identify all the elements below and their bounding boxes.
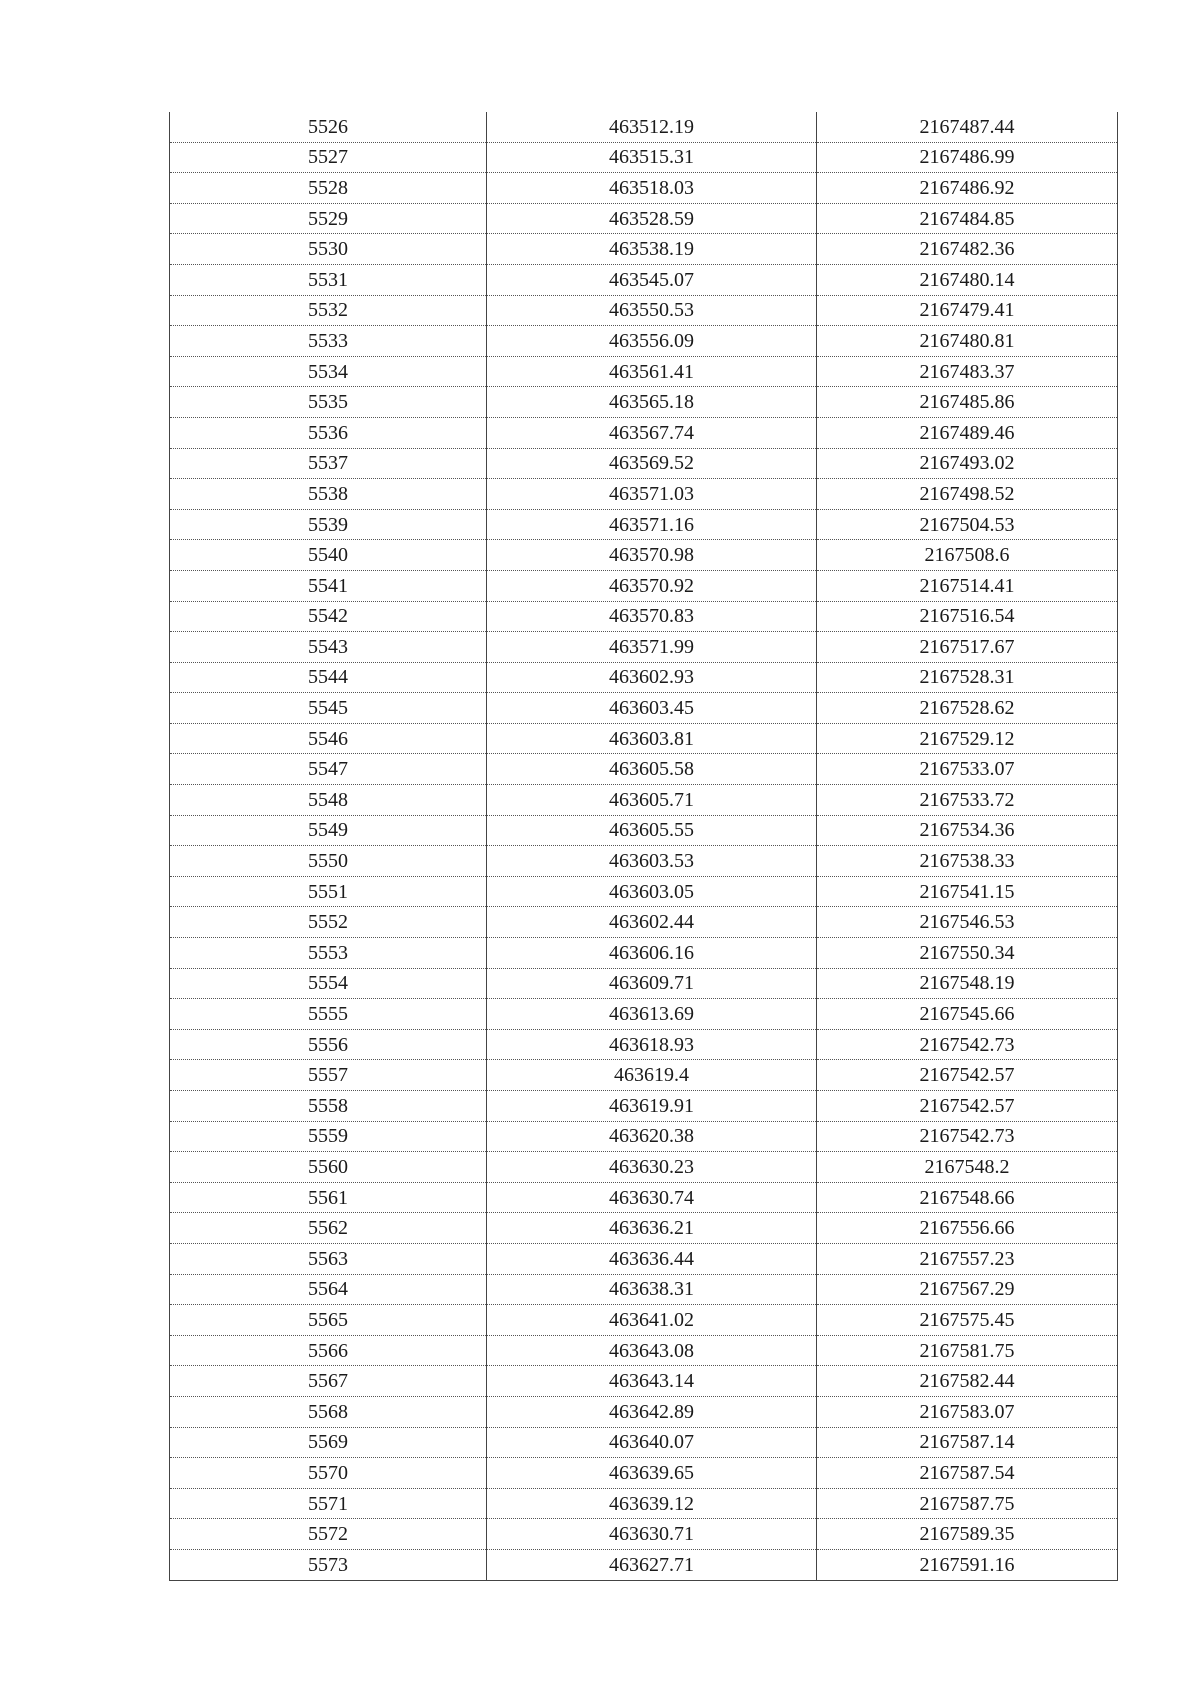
table-row	[170, 693, 1118, 724]
table-row	[170, 203, 1118, 234]
x-coordinate-cell: 463570.92	[487, 570, 817, 601]
y-coordinate-cell: 2167548.2	[817, 1152, 1118, 1183]
point-number-cell: 5549	[170, 815, 487, 846]
table-row	[170, 662, 1118, 693]
table-row	[170, 234, 1118, 265]
table-row	[170, 632, 1118, 663]
y-coordinate-cell: 2167550.34	[817, 938, 1118, 969]
table-row	[170, 1427, 1118, 1458]
point-number-cell: 5567	[170, 1366, 487, 1397]
table-row	[170, 1213, 1118, 1244]
point-number-cell: 5572	[170, 1519, 487, 1550]
table-row	[170, 1152, 1118, 1183]
point-number-cell: 5544	[170, 662, 487, 693]
point-number-cell: 5547	[170, 754, 487, 785]
table-row	[170, 295, 1118, 326]
x-coordinate-cell: 463618.93	[487, 1029, 817, 1060]
point-number-cell: 5564	[170, 1274, 487, 1305]
y-coordinate-cell: 2167487.44	[817, 112, 1118, 142]
table-row	[170, 601, 1118, 632]
point-number-cell: 5551	[170, 876, 487, 907]
y-coordinate-cell: 2167542.57	[817, 1060, 1118, 1091]
x-coordinate-cell: 463606.16	[487, 938, 817, 969]
point-number-cell: 5571	[170, 1488, 487, 1519]
table-row	[170, 479, 1118, 510]
table-row	[170, 142, 1118, 173]
table-row	[170, 999, 1118, 1030]
point-number-cell: 5542	[170, 601, 487, 632]
y-coordinate-cell: 2167516.54	[817, 601, 1118, 632]
table-row	[170, 1182, 1118, 1213]
x-coordinate-cell: 463602.44	[487, 907, 817, 938]
y-coordinate-cell: 2167514.41	[817, 570, 1118, 601]
y-coordinate-cell: 2167489.46	[817, 417, 1118, 448]
x-coordinate-cell: 463571.99	[487, 632, 817, 663]
x-coordinate-cell: 463630.23	[487, 1152, 817, 1183]
point-number-cell: 5540	[170, 540, 487, 571]
y-coordinate-cell: 2167534.36	[817, 815, 1118, 846]
y-coordinate-cell: 2167546.53	[817, 907, 1118, 938]
y-coordinate-cell: 2167498.52	[817, 479, 1118, 510]
x-coordinate-cell: 463605.58	[487, 754, 817, 785]
y-coordinate-cell: 2167528.62	[817, 693, 1118, 724]
x-coordinate-cell: 463640.07	[487, 1427, 817, 1458]
point-number-cell: 5561	[170, 1182, 487, 1213]
point-number-cell: 5536	[170, 417, 487, 448]
point-number-cell: 5568	[170, 1396, 487, 1427]
x-coordinate-cell: 463550.53	[487, 295, 817, 326]
table-row	[170, 173, 1118, 204]
y-coordinate-cell: 2167582.44	[817, 1366, 1118, 1397]
point-number-cell: 5529	[170, 203, 487, 234]
x-coordinate-cell: 463561.41	[487, 356, 817, 387]
point-number-cell: 5546	[170, 723, 487, 754]
coordinate-table	[169, 112, 1118, 1581]
point-number-cell: 5532	[170, 295, 487, 326]
y-coordinate-cell: 2167548.66	[817, 1182, 1118, 1213]
table-row	[170, 387, 1118, 418]
x-coordinate-cell: 463639.65	[487, 1458, 817, 1489]
x-coordinate-cell: 463603.53	[487, 846, 817, 877]
x-coordinate-cell: 463620.38	[487, 1121, 817, 1152]
table-row	[170, 540, 1118, 571]
x-coordinate-cell: 463641.02	[487, 1305, 817, 1336]
point-number-cell: 5563	[170, 1243, 487, 1274]
x-coordinate-cell: 463643.14	[487, 1366, 817, 1397]
y-coordinate-cell: 2167548.19	[817, 968, 1118, 999]
point-number-cell: 5535	[170, 387, 487, 418]
x-coordinate-cell: 463571.03	[487, 479, 817, 510]
table-row	[170, 1366, 1118, 1397]
y-coordinate-cell: 2167567.29	[817, 1274, 1118, 1305]
table-row	[170, 938, 1118, 969]
point-number-cell: 5534	[170, 356, 487, 387]
point-number-cell: 5541	[170, 570, 487, 601]
y-coordinate-cell: 2167557.23	[817, 1243, 1118, 1274]
x-coordinate-cell: 463619.91	[487, 1091, 817, 1122]
y-coordinate-cell: 2167508.6	[817, 540, 1118, 571]
table-row	[170, 1060, 1118, 1091]
point-number-cell: 5552	[170, 907, 487, 938]
x-coordinate-cell: 463570.98	[487, 540, 817, 571]
y-coordinate-cell: 2167591.16	[817, 1549, 1118, 1580]
x-coordinate-cell: 463619.4	[487, 1060, 817, 1091]
x-coordinate-cell: 463556.09	[487, 326, 817, 357]
table-row	[170, 754, 1118, 785]
point-number-cell: 5543	[170, 632, 487, 663]
point-number-cell: 5553	[170, 938, 487, 969]
y-coordinate-cell: 2167587.54	[817, 1458, 1118, 1489]
x-coordinate-cell: 463569.52	[487, 448, 817, 479]
point-number-cell: 5570	[170, 1458, 487, 1489]
table-row	[170, 509, 1118, 540]
table-row	[170, 417, 1118, 448]
table-row	[170, 846, 1118, 877]
table-row	[170, 356, 1118, 387]
y-coordinate-cell: 2167480.14	[817, 264, 1118, 295]
y-coordinate-cell: 2167538.33	[817, 846, 1118, 877]
coordinate-table-body	[170, 112, 1118, 1580]
x-coordinate-cell: 463602.93	[487, 662, 817, 693]
point-number-cell: 5531	[170, 264, 487, 295]
y-coordinate-cell: 2167589.35	[817, 1519, 1118, 1550]
table-row	[170, 448, 1118, 479]
y-coordinate-cell: 2167529.12	[817, 723, 1118, 754]
table-row	[170, 907, 1118, 938]
x-coordinate-cell: 463605.55	[487, 815, 817, 846]
y-coordinate-cell: 2167483.37	[817, 356, 1118, 387]
y-coordinate-cell: 2167583.07	[817, 1396, 1118, 1427]
point-number-cell: 5558	[170, 1091, 487, 1122]
x-coordinate-cell: 463515.31	[487, 142, 817, 173]
y-coordinate-cell: 2167486.99	[817, 142, 1118, 173]
x-coordinate-cell: 463603.45	[487, 693, 817, 724]
point-number-cell: 5530	[170, 234, 487, 265]
table-row	[170, 1305, 1118, 1336]
y-coordinate-cell: 2167484.85	[817, 203, 1118, 234]
x-coordinate-cell: 463567.74	[487, 417, 817, 448]
y-coordinate-cell: 2167542.73	[817, 1121, 1118, 1152]
point-number-cell: 5538	[170, 479, 487, 510]
table-row	[170, 112, 1118, 142]
y-coordinate-cell: 2167542.73	[817, 1029, 1118, 1060]
x-coordinate-cell: 463570.83	[487, 601, 817, 632]
table-row	[170, 1396, 1118, 1427]
point-number-cell: 5555	[170, 999, 487, 1030]
table-row	[170, 570, 1118, 601]
y-coordinate-cell: 2167528.31	[817, 662, 1118, 693]
point-number-cell: 5562	[170, 1213, 487, 1244]
x-coordinate-cell: 463518.03	[487, 173, 817, 204]
x-coordinate-cell: 463643.08	[487, 1335, 817, 1366]
table-row	[170, 1243, 1118, 1274]
table-row	[170, 1519, 1118, 1550]
point-number-cell: 5569	[170, 1427, 487, 1458]
y-coordinate-cell: 2167542.57	[817, 1091, 1118, 1122]
x-coordinate-cell: 463627.71	[487, 1549, 817, 1580]
table-row	[170, 1488, 1118, 1519]
x-coordinate-cell: 463613.69	[487, 999, 817, 1030]
point-number-cell: 5566	[170, 1335, 487, 1366]
y-coordinate-cell: 2167575.45	[817, 1305, 1118, 1336]
x-coordinate-cell: 463636.44	[487, 1243, 817, 1274]
table-row	[170, 1458, 1118, 1489]
table-row	[170, 264, 1118, 295]
table-row	[170, 326, 1118, 357]
x-coordinate-cell: 463565.18	[487, 387, 817, 418]
y-coordinate-cell: 2167541.15	[817, 876, 1118, 907]
table-row	[170, 1121, 1118, 1152]
point-number-cell: 5554	[170, 968, 487, 999]
x-coordinate-cell: 463512.19	[487, 112, 817, 142]
x-coordinate-cell: 463605.71	[487, 785, 817, 816]
y-coordinate-cell: 2167479.41	[817, 295, 1118, 326]
point-number-cell: 5545	[170, 693, 487, 724]
y-coordinate-cell: 2167581.75	[817, 1335, 1118, 1366]
x-coordinate-cell: 463538.19	[487, 234, 817, 265]
table-row	[170, 785, 1118, 816]
x-coordinate-cell: 463603.05	[487, 876, 817, 907]
x-coordinate-cell: 463528.59	[487, 203, 817, 234]
y-coordinate-cell: 2167485.86	[817, 387, 1118, 418]
table-row	[170, 815, 1118, 846]
y-coordinate-cell: 2167482.36	[817, 234, 1118, 265]
table-row	[170, 1549, 1118, 1580]
x-coordinate-cell: 463642.89	[487, 1396, 817, 1427]
point-number-cell: 5528	[170, 173, 487, 204]
point-number-cell: 5527	[170, 142, 487, 173]
table-row	[170, 1029, 1118, 1060]
point-number-cell: 5550	[170, 846, 487, 877]
y-coordinate-cell: 2167587.75	[817, 1488, 1118, 1519]
point-number-cell: 5537	[170, 448, 487, 479]
point-number-cell: 5548	[170, 785, 487, 816]
y-coordinate-cell: 2167504.53	[817, 509, 1118, 540]
table-row	[170, 876, 1118, 907]
x-coordinate-cell: 463630.71	[487, 1519, 817, 1550]
point-number-cell: 5565	[170, 1305, 487, 1336]
x-coordinate-cell: 463603.81	[487, 723, 817, 754]
x-coordinate-cell: 463639.12	[487, 1488, 817, 1519]
x-coordinate-cell: 463636.21	[487, 1213, 817, 1244]
y-coordinate-cell: 2167480.81	[817, 326, 1118, 357]
y-coordinate-cell: 2167493.02	[817, 448, 1118, 479]
y-coordinate-cell: 2167556.66	[817, 1213, 1118, 1244]
point-number-cell: 5560	[170, 1152, 487, 1183]
x-coordinate-cell: 463638.31	[487, 1274, 817, 1305]
point-number-cell: 5557	[170, 1060, 487, 1091]
y-coordinate-cell: 2167533.07	[817, 754, 1118, 785]
x-coordinate-cell: 463609.71	[487, 968, 817, 999]
y-coordinate-cell: 2167517.67	[817, 632, 1118, 663]
y-coordinate-cell: 2167545.66	[817, 999, 1118, 1030]
table-row	[170, 1091, 1118, 1122]
point-number-cell: 5573	[170, 1549, 487, 1580]
point-number-cell: 5533	[170, 326, 487, 357]
point-number-cell: 5539	[170, 509, 487, 540]
y-coordinate-cell: 2167486.92	[817, 173, 1118, 204]
y-coordinate-cell: 2167533.72	[817, 785, 1118, 816]
y-coordinate-cell: 2167587.14	[817, 1427, 1118, 1458]
x-coordinate-cell: 463630.74	[487, 1182, 817, 1213]
point-number-cell: 5526	[170, 112, 487, 142]
table-row	[170, 723, 1118, 754]
table-row	[170, 1335, 1118, 1366]
table-row	[170, 968, 1118, 999]
point-number-cell: 5559	[170, 1121, 487, 1152]
point-number-cell: 5556	[170, 1029, 487, 1060]
table-row	[170, 1274, 1118, 1305]
x-coordinate-cell: 463545.07	[487, 264, 817, 295]
x-coordinate-cell: 463571.16	[487, 509, 817, 540]
